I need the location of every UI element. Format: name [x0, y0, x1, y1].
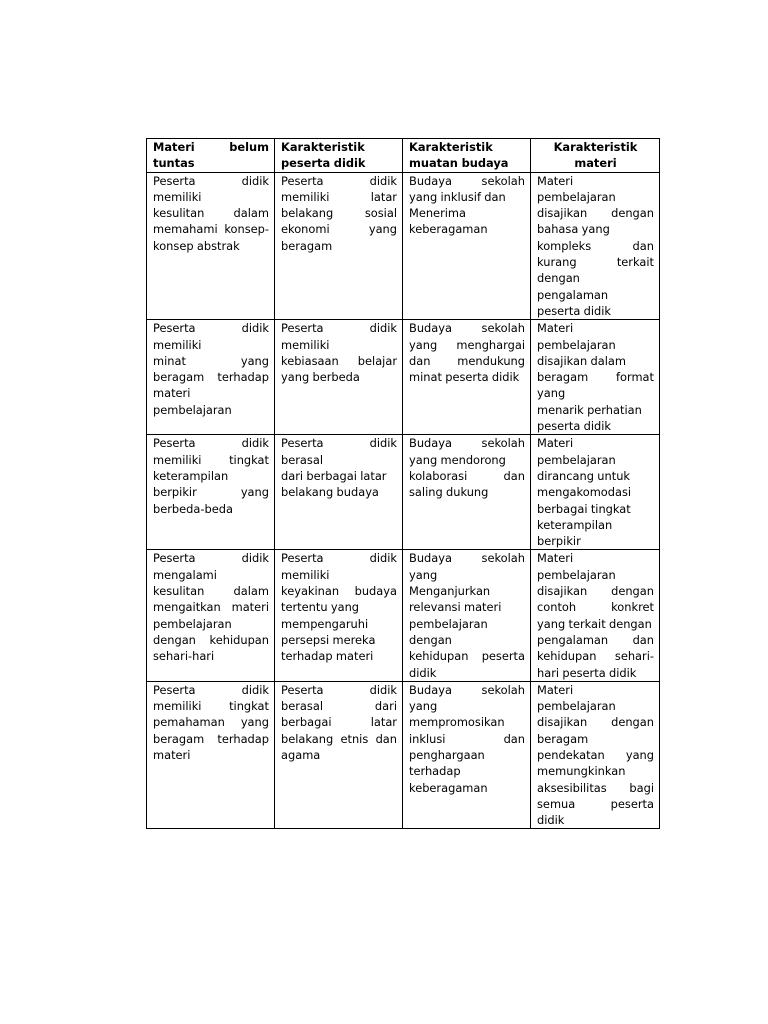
cell-text-line: pembelajaran [153, 616, 232, 631]
cell-text-line: Budaya sekolah [409, 682, 525, 697]
cell-text-line: memahami konsep- [153, 222, 269, 237]
karakteristik-muatan-budaya-cell [403, 320, 531, 435]
cell-text-line: yang [409, 699, 438, 714]
cell-text-line: Budaya sekolah [409, 173, 525, 188]
cell-text-line: disajikan dengan [537, 715, 654, 730]
cell-text-line: yang inklusif dan [409, 189, 506, 204]
cell-text-line: yang menghargai [409, 337, 525, 352]
cell-text-line: sehari-hari [153, 649, 215, 664]
cell-text-line: memiliki [281, 567, 330, 582]
cell-text-line: belakang sosial [281, 206, 397, 221]
header-line: tuntas [153, 156, 195, 171]
cell-text-line: yang mendorong [409, 452, 506, 467]
cell-text-line: ekonomi yang [281, 222, 397, 237]
karakteristik-materi-cell [531, 681, 660, 829]
cell-text-line: didik [537, 813, 565, 828]
karakteristik-peserta-didik-cell [275, 320, 403, 435]
materi-belum-tuntas-cell [147, 172, 275, 320]
cell-text-line: disajikan dengan [537, 206, 654, 221]
cell-text-line: berasal [281, 452, 323, 467]
cell-text-line: Materi [537, 436, 574, 451]
cell-text-line: mengalami [153, 567, 217, 582]
cell-text-line: pembelajaran [537, 699, 616, 714]
cell-text-line: Peserta didik [153, 682, 269, 697]
cell-text-line: berpikir yang [153, 485, 269, 500]
cell-text-line: Peserta didik [281, 682, 397, 697]
table-row [147, 435, 660, 550]
cell-text-line: tertentu yang [281, 600, 360, 615]
cell-text-line: berbagai latar [281, 715, 397, 730]
table-header-row [147, 139, 660, 173]
cell-text-line: peserta didik [537, 419, 612, 434]
cell-text-line: memiliki [281, 337, 330, 352]
cell-text-line: kurang terkait [537, 255, 654, 270]
cell-text-line: bahasa yang [537, 222, 610, 237]
cell-text-line: materi [153, 747, 191, 762]
karakteristik-muatan-budaya-cell [403, 681, 531, 829]
cell-text-line: Peserta didik [281, 321, 397, 336]
cell-text-line: terhadap materi [281, 649, 374, 664]
cell-text-line: keberagaman [409, 222, 488, 237]
header-line: peserta didik [281, 156, 366, 171]
header-karakteristik-muatan-budaya [403, 139, 531, 173]
cell-text-line: konsep abstrak [153, 238, 240, 253]
cell-text-line: memungkinkan [537, 764, 626, 779]
cell-text-line: memiliki [153, 337, 202, 352]
cell-text-line: menarik perhatian [537, 402, 642, 417]
header-karakteristik-materi [531, 139, 660, 173]
header-karakteristik-peserta-didik [275, 139, 403, 173]
cell-text-line: kehidupan peserta [409, 649, 525, 664]
cell-text-line: pembelajaran [537, 567, 616, 582]
karakteristik-materi-cell [531, 320, 660, 435]
cell-text-line: disajikan dalam [537, 353, 627, 368]
cell-text-line: semua peserta [537, 796, 654, 811]
cell-text-line: berbagai tingkat [537, 501, 631, 516]
cell-text-line: belakang budaya [281, 485, 379, 500]
cell-text-line: mengakomodasi [537, 485, 632, 500]
cell-text-line: Peserta didik [281, 173, 397, 188]
cell-text-line: belakang etnis dan [281, 731, 397, 746]
karakteristik-materi-cell [531, 435, 660, 550]
cell-text-line: penghargaan [409, 747, 485, 762]
karakteristik-peserta-didik-cell [275, 172, 403, 320]
cell-text-line: agama [281, 747, 321, 762]
cell-text-line: beragam terhadap [153, 370, 269, 385]
karakteristik-peserta-didik-cell [275, 435, 403, 550]
cell-text-line: dengan [537, 271, 580, 286]
cell-text-line: pendekatan yang [537, 747, 654, 762]
header-line: Karakteristik [409, 140, 493, 154]
cell-text-line: kebiasaan belajar [281, 353, 397, 368]
cell-text-line: Materi [537, 321, 574, 336]
karakteristik-muatan-budaya-cell [403, 435, 531, 550]
cell-text-line: pembelajaran [537, 337, 616, 352]
table-body [147, 172, 660, 829]
cell-text-line: pembelajaran [537, 189, 616, 204]
cell-text-line: memiliki latar [281, 189, 397, 204]
cell-text-line: contoh konkret [537, 600, 654, 615]
cell-text-line: yang [409, 567, 438, 582]
cell-text-line: Menerima [409, 206, 466, 221]
header-line: muatan budaya [409, 156, 509, 171]
cell-text-line: beragam [537, 731, 589, 746]
cell-text-line: hari peserta didik [537, 665, 637, 680]
cell-text-line: kehidupan sehari- [537, 649, 654, 664]
cell-text-line: Budaya sekolah [409, 551, 525, 566]
cell-text-line: pengalaman [537, 287, 609, 302]
karakteristik-peserta-didik-cell [275, 550, 403, 681]
cell-text-line: keberagaman [409, 780, 488, 795]
cell-text-line: dirancang untuk [537, 468, 631, 483]
cell-text-line: yang terkait dengan [537, 616, 652, 631]
cell-text-line: yang berbeda [281, 370, 360, 385]
cell-text-line: pemahaman yang [153, 715, 269, 730]
cell-text-line: mempromosikan [409, 715, 505, 730]
cell-text-line: mengaitkan materi [153, 600, 269, 615]
header-line: Karakteristik [281, 140, 365, 154]
cell-text-line: berasal dari [281, 699, 397, 714]
table-row [147, 550, 660, 681]
table-row [147, 681, 660, 829]
header-materi-belum-tuntas [147, 139, 275, 173]
cell-text-line: Materi [537, 173, 574, 188]
cell-text-line: Budaya sekolah [409, 321, 525, 336]
cell-text-line: kolaborasi dan [409, 468, 525, 483]
cell-text-line: Budaya sekolah [409, 436, 525, 451]
cell-text-line: Peserta didik [153, 436, 269, 451]
cell-text-line: memiliki tingkat [153, 452, 269, 467]
cell-text-line: keterampilan [537, 517, 613, 532]
cell-text-line: dengan kehidupan [153, 632, 269, 647]
cell-text-line: dengan [409, 632, 452, 647]
cell-text-line: keterampilan [153, 468, 229, 483]
cell-text-line: inklusi dan [409, 731, 525, 746]
cell-text-line: disajikan dengan [537, 584, 654, 599]
cell-text-line: pembelajaran [153, 402, 232, 417]
cell-text-line: dan mendukung [409, 353, 525, 368]
cell-text-line: keyakinan budaya [281, 584, 397, 599]
cell-text-line: memiliki [153, 189, 202, 204]
header-line: Karakteristik [553, 140, 638, 154]
cell-text-line: Peserta didik [281, 436, 397, 451]
cell-text-line: didik [409, 665, 437, 680]
cell-text-line: Materi [537, 551, 574, 566]
cell-text-line: relevansi materi [409, 600, 502, 615]
karakteristik-muatan-budaya-cell [403, 172, 531, 320]
header-line: materi [574, 156, 617, 171]
cell-text-line: Peserta didik [153, 321, 269, 336]
cell-text-line: minat yang [153, 353, 269, 368]
cell-text-line: yang [537, 386, 566, 401]
cell-text-line: beragam format [537, 370, 654, 385]
cell-text-line: Peserta didik [281, 551, 397, 566]
cell-text-line: terhadap [409, 764, 461, 779]
cell-text-line: berpikir [537, 534, 581, 549]
cell-text-line: persepsi mereka [281, 632, 376, 647]
cell-text-line: kesulitan dalam [153, 206, 269, 221]
cell-text-line: materi [153, 386, 191, 401]
cell-text-line: kesulitan dalam [153, 584, 269, 599]
cell-text-line: Menganjurkan [409, 584, 491, 599]
cell-text-line: mempengaruhi [281, 616, 369, 631]
karakteristik-peserta-didik-cell [275, 681, 403, 829]
karakteristik-materi-cell [531, 172, 660, 320]
table-row [147, 320, 660, 435]
cell-text-line: aksesibilitas bagi [537, 780, 654, 795]
cell-text-line: berbeda-beda [153, 501, 233, 516]
cell-text-line: dari berbagai latar [281, 468, 387, 483]
cell-text-line: pengalaman dan [537, 632, 654, 647]
cell-text-line: saling dukung [409, 485, 489, 500]
cell-text-line: beragam terhadap [153, 731, 269, 746]
cell-text-line: minat peserta didik [409, 370, 520, 385]
header-line: Materi belum [153, 140, 269, 154]
cell-text-line: memiliki tingkat [153, 699, 269, 714]
cell-text-line: kompleks dan [537, 238, 654, 253]
cell-text-line: pembelajaran [409, 616, 488, 631]
cell-text-line: Peserta didik [153, 173, 269, 188]
materi-belum-tuntas-cell [147, 435, 275, 550]
cell-text-line: peserta didik [537, 303, 612, 318]
table-row [147, 172, 660, 320]
cell-text-line: pembelajaran [537, 452, 616, 467]
materi-belum-tuntas-cell [147, 320, 275, 435]
karakteristik-muatan-budaya-cell [403, 550, 531, 681]
cell-text-line: Materi [537, 682, 574, 697]
materi-belum-tuntas-cell [147, 681, 275, 829]
comparison-table [146, 138, 660, 829]
karakteristik-materi-cell [531, 550, 660, 681]
cell-text-line: Peserta didik [153, 551, 269, 566]
materi-belum-tuntas-cell [147, 550, 275, 681]
cell-text-line: beragam [281, 238, 333, 253]
